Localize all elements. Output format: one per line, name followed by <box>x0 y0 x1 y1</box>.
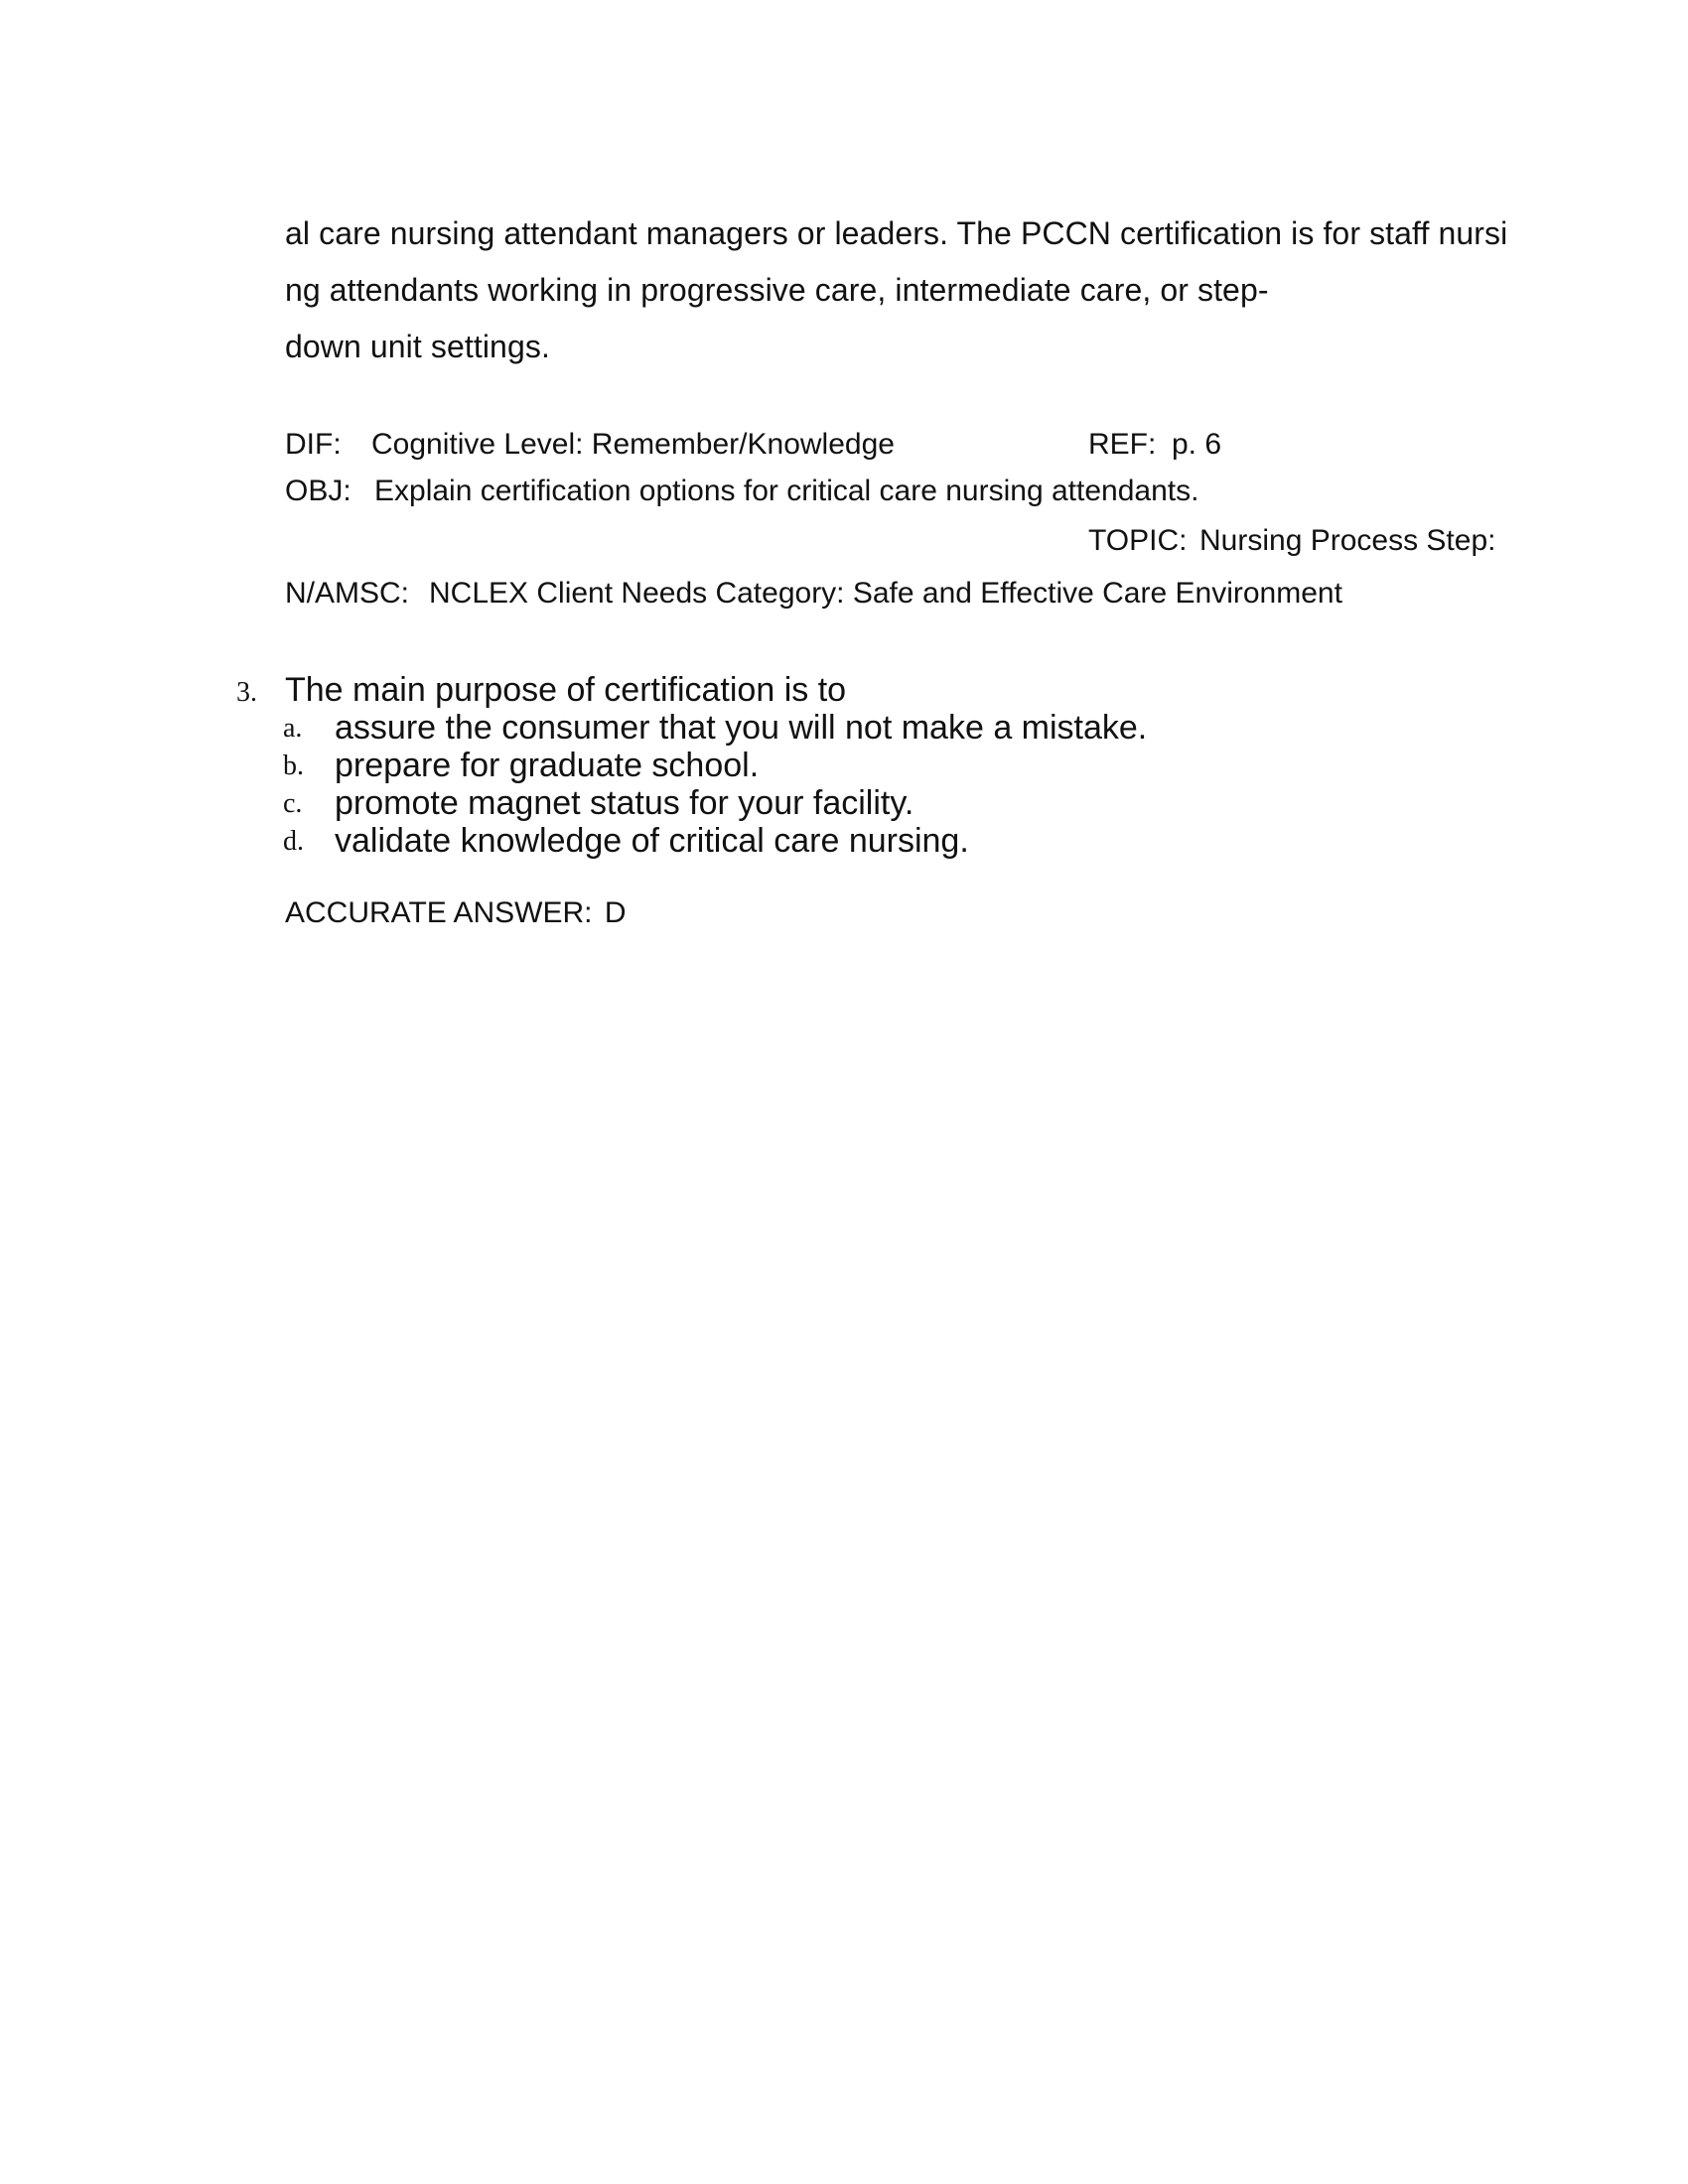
namsc-label: N/AMSC: <box>285 577 410 610</box>
ref-value: p. 6 <box>1172 428 1222 461</box>
question-number: 3. <box>236 677 257 708</box>
ref-label: REF: <box>1088 428 1157 461</box>
dif-label: DIF: <box>285 428 342 461</box>
option-d-letter: d. <box>283 826 304 857</box>
answer-value: D <box>604 896 627 929</box>
option-c-letter: c. <box>283 788 303 819</box>
question-stem: The main purpose of certification is to <box>285 671 847 709</box>
option-a-letter: a. <box>283 713 303 744</box>
answer-line <box>285 895 627 931</box>
option-b-text: prepare for graduate school. <box>335 747 760 784</box>
obj-label: OBJ: <box>285 475 352 507</box>
option-a-text: assure the consumer that you will not make a mistake. <box>335 709 1148 747</box>
option-b-letter: b. <box>283 751 304 781</box>
rationale-line-3: down unit settings. <box>285 329 550 364</box>
rationale-line-2: ng attendants working in progressive care, intermediate care, or step- <box>285 272 1269 308</box>
answer-label: ACCURATE ANSWER: <box>285 896 593 929</box>
option-d-text: validate knowledge of critical care nursing. <box>335 822 969 860</box>
dif-value: Cognitive Level: Remember/Knowledge <box>371 428 895 461</box>
option-c-text: promote magnet status for your facility. <box>335 784 914 822</box>
namsc-value: NCLEX Client Needs Category: Safe and Effective Care Environment <box>429 577 1342 610</box>
topic-label: TOPIC: <box>1088 524 1188 557</box>
rationale-line-1: al care nursing attendant managers or leaders. The PCCN certification is for staff nursi <box>285 215 1508 251</box>
obj-value: Explain certification options for critical care nursing attendants. <box>374 475 1199 507</box>
topic-value: Nursing Process Step: <box>1199 524 1496 557</box>
